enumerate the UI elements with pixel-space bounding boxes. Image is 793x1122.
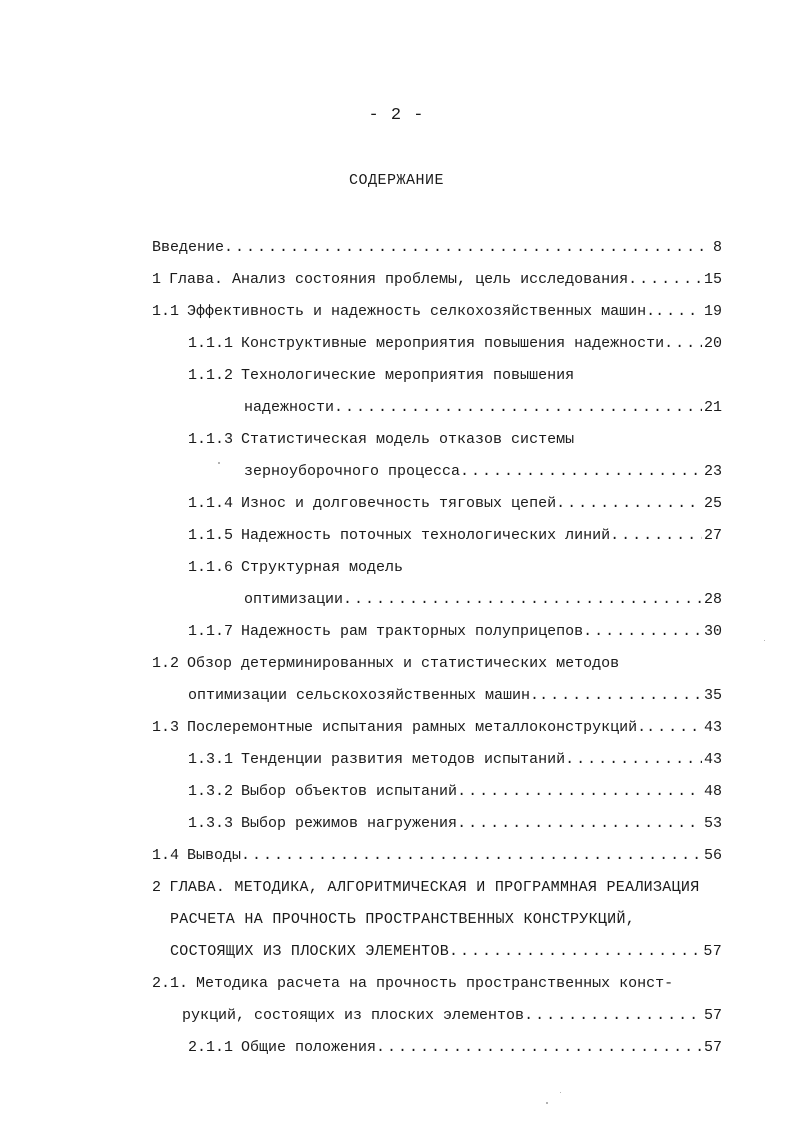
toc-entry-1-4 <box>152 840 722 872</box>
toc-leader-dots <box>449 936 701 968</box>
toc-entry-page: 53 <box>703 815 722 832</box>
toc-entry-text-continuation: зерноуборочного процесса <box>244 463 461 480</box>
toc-entry-chapter-2-continuation-1 <box>152 904 722 936</box>
toc-entry-page: 19 <box>703 303 722 320</box>
toc-entry-1-3-3 <box>152 808 722 840</box>
toc-entry-text: Выбор режимов нагружения <box>241 815 458 832</box>
toc-entry-text: Структурная модель <box>241 559 404 576</box>
toc-entry-number: 1.1 <box>152 303 180 320</box>
toc-entry-page: 43 <box>703 719 722 736</box>
toc-entry-text-continuation: оптимизации <box>244 591 344 608</box>
toc-entry-page: 57 <box>703 1039 722 1056</box>
toc-leader-dots <box>224 232 711 264</box>
toc-entry-page: 56 <box>703 847 722 864</box>
toc-entry-number: 1 <box>152 271 162 288</box>
page-number: - 2 - <box>368 106 425 125</box>
toc-leader-dots <box>460 456 702 488</box>
toc-entry-text: Технологические мероприятия повышения <box>241 367 575 384</box>
toc-entry-text-continuation: РАСЧЕТА НА ПРОЧНОСТЬ ПРОСТРАНСТВЕННЫХ КОНСТРУКЦИЙ, <box>170 911 636 928</box>
toc-leader-dots <box>664 328 702 360</box>
toc-entry-1-1-6-continuation <box>152 584 722 616</box>
toc-entry-page: 23 <box>703 463 722 480</box>
toc-leader-dots <box>457 808 702 840</box>
toc-entry-text-continuation: надежности <box>244 399 335 416</box>
toc-leader-dots <box>556 488 702 520</box>
toc-entry-number: 1.3 <box>152 719 180 736</box>
toc-entry-page: 21 <box>703 399 722 416</box>
toc-entry-text: Эффективность и надежность селкохозяйственных машин. <box>187 303 656 320</box>
toc-entry-text: Послеремонтные испытания рамных металлоконструкций. <box>187 719 647 736</box>
toc-leader-dots <box>334 392 702 424</box>
toc-entry-text: Введение <box>152 239 225 256</box>
toc-entry-2-1 <box>152 968 722 1000</box>
toc-entry-1-3-2 <box>152 776 722 808</box>
toc-entry-chapter-2-continuation-2 <box>152 936 722 968</box>
toc-entry-introduction <box>152 232 722 264</box>
toc-entry-1-1-6 <box>152 552 722 584</box>
toc-leader-dots <box>457 776 702 808</box>
toc-entry-page: 8 <box>712 239 722 256</box>
toc-entry-text: Общие положения <box>241 1039 377 1056</box>
toc-entry-text-continuation: рукций, состоящих из плоских элементов <box>182 1007 525 1024</box>
toc-entry-number: 1.3.2 <box>188 783 234 800</box>
scan-speck <box>560 1092 561 1093</box>
toc-entry-1-1-4 <box>152 488 722 520</box>
toc-leader-dots <box>539 680 702 712</box>
toc-entry-page: 57 <box>703 943 722 960</box>
toc-leader-dots <box>655 296 702 328</box>
toc-entry-page: 30 <box>703 623 722 640</box>
toc-entry-1-2 <box>152 648 722 680</box>
scan-speck <box>218 462 220 464</box>
toc-entry-text-continuation: СОСТОЯЩИХ ИЗ ПЛОСКИХ ЭЛЕМЕНТОВ <box>170 943 450 960</box>
toc-entry-1-1-7 <box>152 616 722 648</box>
toc-entry-number: 1.1.3 <box>188 431 234 448</box>
toc-entry-page: 57 <box>703 1007 722 1024</box>
toc-entry-page: 28 <box>703 591 722 608</box>
toc-entry-page: 20 <box>703 335 722 352</box>
toc-entry-number: 2.1.1 <box>188 1039 234 1056</box>
toc-entry-1-1-3-continuation <box>152 456 722 488</box>
scan-speck <box>764 640 765 641</box>
toc-entry-text: Износ и долговечность тяговых цепей <box>241 495 557 512</box>
toc-entry-text: Методика расчета на прочность пространственных конст- <box>196 975 674 992</box>
toc-entry-page: 48 <box>703 783 722 800</box>
toc-entry-1-1 <box>152 296 722 328</box>
toc-entry-text: Статистическая модель отказов системы <box>241 431 575 448</box>
toc-entry-1-1-3 <box>152 424 722 456</box>
toc-entry-1-3 <box>152 712 722 744</box>
toc-entry-text: Выбор объектов испытаний <box>241 783 458 800</box>
toc-entry-text-continuation: оптимизации сельскохозяйственных машин. <box>188 687 540 704</box>
toc-entry-text: Тенденции развития методов испытаний <box>241 751 566 768</box>
toc-entry-chapter-2 <box>152 872 722 904</box>
toc-leader-dots <box>376 1032 702 1064</box>
toc-entry-number: 1.1.7 <box>188 623 234 640</box>
toc-entry-chapter-1 <box>152 264 722 296</box>
toc-entry-number: 1.4 <box>152 847 180 864</box>
toc-entry-number: 1.1.4 <box>188 495 234 512</box>
toc-entry-number: 1.3.3 <box>188 815 234 832</box>
toc-entry-page: 15 <box>703 271 722 288</box>
toc-entry-page: 35 <box>703 687 722 704</box>
toc-leader-dots <box>628 264 702 296</box>
toc-entry-number: 2 <box>152 879 162 896</box>
toc-leader-dots <box>646 712 702 744</box>
toc-entry-text: Обзор детерминированных и статистических методов <box>187 655 620 672</box>
toc-entry-text: Выводы <box>187 847 242 864</box>
toc-entry-1-1-2-continuation <box>152 392 722 424</box>
scan-speck <box>546 1102 548 1104</box>
toc-entry-number: 1.1.2 <box>188 367 234 384</box>
toc-entry-number: 1.1.5 <box>188 527 234 544</box>
toc-leader-dots <box>343 584 702 616</box>
toc-entry-text: Надежность поточных технологических линий <box>241 527 611 544</box>
toc-entry-text: Глава. Анализ состояния проблемы, цель исследования <box>169 271 629 288</box>
toc-entry-text: ГЛАВА. МЕТОДИКА, АЛГОРИТМИЧЕСКАЯ И ПРОГРАММНАЯ РЕАЛИЗАЦИЯ <box>169 879 700 896</box>
toc-entry-1-3-1 <box>152 744 722 776</box>
toc-entry-1-1-1 <box>152 328 722 360</box>
toc-entry-2-1-1 <box>152 1032 722 1064</box>
toc-entry-page: 43 <box>703 751 722 768</box>
toc-leader-dots <box>241 840 702 872</box>
table-of-contents <box>152 232 722 1064</box>
toc-entry-number: 1.2 <box>152 655 180 672</box>
toc-entry-1-1-5 <box>152 520 722 552</box>
toc-leader-dots <box>610 520 702 552</box>
toc-entry-1-1-2 <box>152 360 722 392</box>
toc-leader-dots <box>565 744 702 776</box>
toc-leader-dots <box>524 1000 702 1032</box>
toc-entry-text: Конструктивные мероприятия повышения надежности <box>241 335 665 352</box>
toc-entry-page: 25 <box>703 495 722 512</box>
toc-title: СОДЕРЖАНИЕ <box>348 172 444 189</box>
toc-entry-number: 1.1.1 <box>188 335 234 352</box>
toc-leader-dots <box>583 616 702 648</box>
toc-entry-number: 1.1.6 <box>188 559 234 576</box>
toc-entry-2-1-continuation <box>152 1000 722 1032</box>
toc-entry-number: 2.1. <box>152 975 189 992</box>
toc-entry-page: 27 <box>703 527 722 544</box>
toc-entry-1-2-continuation <box>152 680 722 712</box>
toc-entry-number: 1.3.1 <box>188 751 234 768</box>
toc-entry-text: Надежность рам тракторных полуприцепов <box>241 623 584 640</box>
